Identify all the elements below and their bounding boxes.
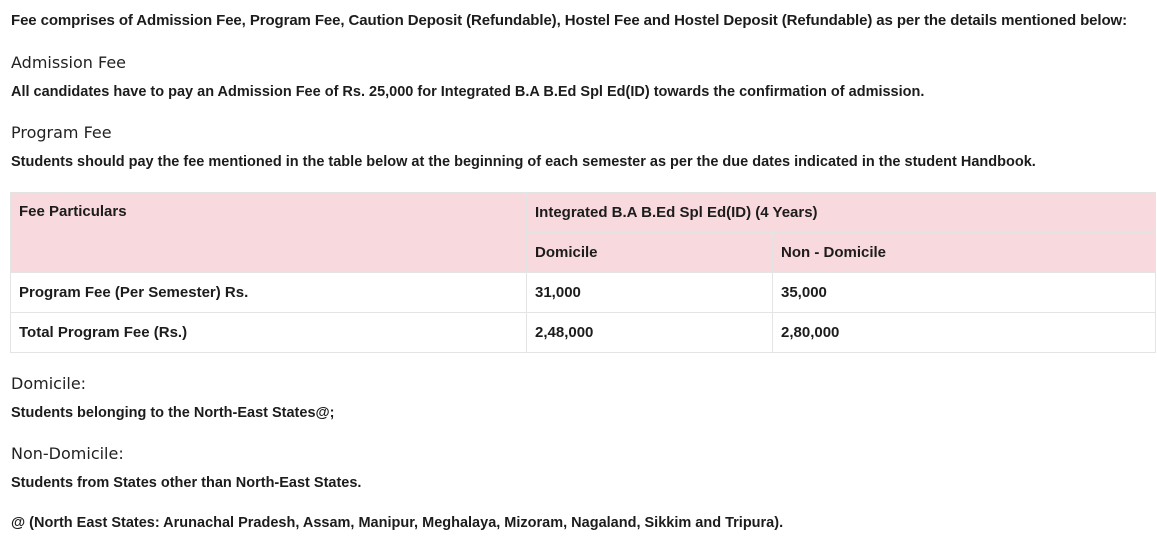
admission-fee-text: All candidates have to pay an Admission Fee of Rs. 25,000 for Integrated B.A B.Ed Spl Ed(ID) towards the confirmation of admission. [11, 84, 925, 100]
header-program: Integrated B.A B.Ed Spl Ed(ID) (4 Years) [527, 193, 1156, 233]
footnote-text: @ (North East States: Arunachal Pradesh, Assam, Manipur, Meghalaya, Mizoram, Nagaland, Sikkim and Tripura). [11, 515, 784, 531]
non-domicile-text: Students from States other than North-East States. [11, 475, 362, 491]
program-fee-text: Students should pay the fee mentioned in the table below at the beginning of each semester as per the due dates indicated in the student Handbook. [11, 154, 1036, 170]
row-non-domicile-value: 35,000 [773, 273, 1156, 313]
row-label: Program Fee (Per Semester) Rs. [11, 273, 527, 313]
row-domicile-value: 2,48,000 [527, 313, 773, 353]
fee-table [10, 192, 1156, 353]
program-fee-heading: Program Fee [11, 123, 112, 142]
table-row [11, 273, 1156, 313]
table-header-row [11, 193, 1156, 233]
row-non-domicile-value: 2,80,000 [773, 313, 1156, 353]
intro-text: Fee comprises of Admission Fee, Program Fee, Caution Deposit (Refundable), Hostel Fee and Hostel Deposit (Refundable) as per the details mentioned below: [11, 12, 1128, 29]
table-row [11, 313, 1156, 353]
domicile-text: Students belonging to the North-East States@; [11, 405, 335, 421]
header-domicile: Domicile [527, 233, 773, 273]
row-label: Total Program Fee (Rs.) [11, 313, 527, 353]
row-domicile-value: 31,000 [527, 273, 773, 313]
non-domicile-heading: Non-Domicile: [11, 444, 124, 463]
header-fee-particulars: Fee Particulars [11, 193, 527, 273]
admission-fee-heading: Admission Fee [11, 53, 126, 72]
domicile-heading: Domicile: [11, 374, 87, 393]
header-non-domicile: Non - Domicile [773, 233, 1156, 273]
